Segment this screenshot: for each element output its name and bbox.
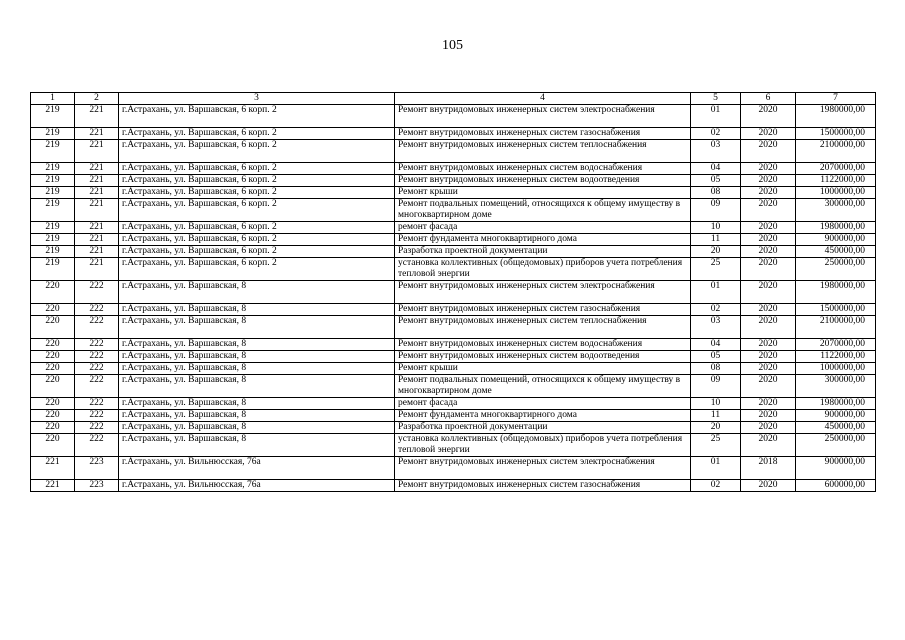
address-cell: г.Астрахань, ул. Варшавская, 6 корп. 2 xyxy=(119,140,395,163)
year-cell: 2020 xyxy=(741,410,796,422)
cost-cell: 1500000,00 xyxy=(796,128,876,140)
work-code-cell: 10 xyxy=(691,398,741,410)
table-row xyxy=(31,351,876,363)
house-number-cell: 222 xyxy=(75,398,119,410)
house-number-cell: 221 xyxy=(75,258,119,281)
cost-cell: 900000,00 xyxy=(796,457,876,480)
cost-cell: 2100000,00 xyxy=(796,316,876,339)
address-cell: г.Астрахань, ул. Варшавская, 8 xyxy=(119,375,395,398)
work-code-cell: 25 xyxy=(691,258,741,281)
table-row xyxy=(31,375,876,398)
table-row xyxy=(31,222,876,234)
work-type-cell: Ремонт внутридомовых инженерных систем газоснабжения xyxy=(395,304,691,316)
table-row xyxy=(31,281,876,304)
row-number-cell: 219 xyxy=(31,234,75,246)
house-number-cell: 222 xyxy=(75,375,119,398)
cost-cell: 1980000,00 xyxy=(796,281,876,304)
work-type-cell: установка коллективных (общедомовых) приборов учета потребления тепловой энергии xyxy=(395,434,691,457)
cost-cell: 1122000,00 xyxy=(796,175,876,187)
work-type-cell: Ремонт внутридомовых инженерных систем водоснабжения xyxy=(395,163,691,175)
address-cell: г.Астрахань, ул. Варшавская, 6 корп. 2 xyxy=(119,175,395,187)
address-cell: г.Астрахань, ул. Варшавская, 6 корп. 2 xyxy=(119,246,395,258)
work-code-cell: 09 xyxy=(691,375,741,398)
row-number-cell: 219 xyxy=(31,175,75,187)
column-header: 1 xyxy=(31,93,75,105)
address-cell: г.Астрахань, ул. Варшавская, 6 корп. 2 xyxy=(119,105,395,128)
work-code-cell: 05 xyxy=(691,351,741,363)
house-number-cell: 221 xyxy=(75,222,119,234)
work-code-cell: 02 xyxy=(691,480,741,492)
table-header xyxy=(31,93,876,105)
house-number-cell: 223 xyxy=(75,480,119,492)
house-number-cell: 222 xyxy=(75,363,119,375)
year-cell: 2020 xyxy=(741,339,796,351)
work-type-cell: Ремонт подвальных помещений, относящихся к общему имуществу в многоквартирном доме xyxy=(395,199,691,222)
cost-cell: 1980000,00 xyxy=(796,222,876,234)
year-cell: 2020 xyxy=(741,304,796,316)
year-cell: 2020 xyxy=(741,187,796,199)
cost-cell: 2100000,00 xyxy=(796,140,876,163)
column-header: 3 xyxy=(119,93,395,105)
work-type-cell: Разработка проектной документации xyxy=(395,246,691,258)
address-cell: г.Астрахань, ул. Варшавская, 6 корп. 2 xyxy=(119,187,395,199)
row-number-cell: 219 xyxy=(31,199,75,222)
address-cell: г.Астрахань, ул. Варшавская, 6 корп. 2 xyxy=(119,128,395,140)
row-number-cell: 220 xyxy=(31,410,75,422)
address-cell: г.Астрахань, ул. Варшавская, 6 корп. 2 xyxy=(119,199,395,222)
year-cell: 2020 xyxy=(741,105,796,128)
work-code-cell: 09 xyxy=(691,199,741,222)
work-type-cell: Ремонт внутридомовых инженерных систем водоснабжения xyxy=(395,339,691,351)
address-cell: г.Астрахань, ул. Варшавская, 8 xyxy=(119,422,395,434)
work-code-cell: 04 xyxy=(691,163,741,175)
work-type-cell: Ремонт внутридомовых инженерных систем теплоснабжения xyxy=(395,316,691,339)
year-cell: 2020 xyxy=(741,140,796,163)
column-header: 4 xyxy=(395,93,691,105)
house-number-cell: 222 xyxy=(75,339,119,351)
work-code-cell: 20 xyxy=(691,422,741,434)
row-number-cell: 221 xyxy=(31,480,75,492)
address-cell: г.Астрахань, ул. Варшавская, 6 корп. 2 xyxy=(119,163,395,175)
year-cell: 2020 xyxy=(741,434,796,457)
address-cell: г.Астрахань, ул. Варшавская, 8 xyxy=(119,351,395,363)
work-type-cell: Ремонт фундамента многоквартирного дома xyxy=(395,410,691,422)
cost-cell: 600000,00 xyxy=(796,480,876,492)
column-header: 5 xyxy=(691,93,741,105)
house-number-cell: 222 xyxy=(75,281,119,304)
work-type-cell: Разработка проектной документации xyxy=(395,422,691,434)
work-code-cell: 04 xyxy=(691,339,741,351)
work-type-cell: установка коллективных (общедомовых) приборов учета потребления тепловой энергии xyxy=(395,258,691,281)
year-cell: 2020 xyxy=(741,163,796,175)
year-cell: 2018 xyxy=(741,457,796,480)
address-cell: г.Астрахань, ул. Вильнюсская, 76а xyxy=(119,457,395,480)
house-number-cell: 221 xyxy=(75,163,119,175)
cost-cell: 2070000,00 xyxy=(796,339,876,351)
table-row xyxy=(31,339,876,351)
cost-cell: 250000,00 xyxy=(796,258,876,281)
table-row xyxy=(31,140,876,163)
repair-schedule-table xyxy=(30,92,876,492)
work-type-cell: Ремонт фундамента многоквартирного дома xyxy=(395,234,691,246)
address-cell: г.Астрахань, ул. Варшавская, 8 xyxy=(119,398,395,410)
address-cell: г.Астрахань, ул. Варшавская, 8 xyxy=(119,281,395,304)
house-number-cell: 222 xyxy=(75,434,119,457)
work-type-cell: Ремонт внутридомовых инженерных систем электроснабжения xyxy=(395,457,691,480)
cost-cell: 1500000,00 xyxy=(796,304,876,316)
table-row xyxy=(31,316,876,339)
address-cell: г.Астрахань, ул. Варшавская, 8 xyxy=(119,434,395,457)
row-number-cell: 219 xyxy=(31,105,75,128)
work-code-cell: 08 xyxy=(691,363,741,375)
table-row xyxy=(31,434,876,457)
work-code-cell: 05 xyxy=(691,175,741,187)
work-code-cell: 20 xyxy=(691,246,741,258)
table-row xyxy=(31,187,876,199)
work-code-cell: 10 xyxy=(691,222,741,234)
house-number-cell: 221 xyxy=(75,128,119,140)
work-code-cell: 03 xyxy=(691,316,741,339)
work-type-cell: Ремонт внутридомовых инженерных систем водоотведения xyxy=(395,351,691,363)
column-header: 2 xyxy=(75,93,119,105)
table-row xyxy=(31,410,876,422)
column-header: 7 xyxy=(796,93,876,105)
cost-cell: 250000,00 xyxy=(796,434,876,457)
work-type-cell: Ремонт внутридомовых инженерных систем газоснабжения xyxy=(395,128,691,140)
table-body xyxy=(31,105,876,492)
cost-cell: 1000000,00 xyxy=(796,363,876,375)
house-number-cell: 222 xyxy=(75,410,119,422)
work-code-cell: 25 xyxy=(691,434,741,457)
address-cell: г.Астрахань, ул. Варшавская, 8 xyxy=(119,410,395,422)
year-cell: 2020 xyxy=(741,363,796,375)
row-number-cell: 221 xyxy=(31,457,75,480)
work-code-cell: 08 xyxy=(691,187,741,199)
cost-cell: 1122000,00 xyxy=(796,351,876,363)
table-row xyxy=(31,128,876,140)
table-row xyxy=(31,105,876,128)
address-cell: г.Астрахань, ул. Варшавская, 6 корп. 2 xyxy=(119,222,395,234)
cost-cell: 300000,00 xyxy=(796,199,876,222)
work-code-cell: 01 xyxy=(691,281,741,304)
year-cell: 2020 xyxy=(741,175,796,187)
work-code-cell: 11 xyxy=(691,410,741,422)
row-number-cell: 219 xyxy=(31,258,75,281)
table-row xyxy=(31,246,876,258)
cost-cell: 450000,00 xyxy=(796,422,876,434)
work-code-cell: 01 xyxy=(691,105,741,128)
address-cell: г.Астрахань, ул. Варшавская, 8 xyxy=(119,304,395,316)
column-header: 6 xyxy=(741,93,796,105)
work-type-cell: Ремонт внутридомовых инженерных систем газоснабжения xyxy=(395,480,691,492)
row-number-cell: 220 xyxy=(31,339,75,351)
table-row xyxy=(31,363,876,375)
work-type-cell: Ремонт внутридомовых инженерных систем электроснабжения xyxy=(395,281,691,304)
year-cell: 2020 xyxy=(741,246,796,258)
house-number-cell: 221 xyxy=(75,199,119,222)
table-row xyxy=(31,175,876,187)
table-row xyxy=(31,163,876,175)
year-cell: 2020 xyxy=(741,199,796,222)
house-number-cell: 221 xyxy=(75,234,119,246)
cost-cell: 1980000,00 xyxy=(796,105,876,128)
house-number-cell: 222 xyxy=(75,422,119,434)
work-type-cell: ремонт фасада xyxy=(395,222,691,234)
year-cell: 2020 xyxy=(741,375,796,398)
cost-cell: 300000,00 xyxy=(796,375,876,398)
work-type-cell: Ремонт внутридомовых инженерных систем электроснабжения xyxy=(395,105,691,128)
work-code-cell: 01 xyxy=(691,457,741,480)
row-number-cell: 220 xyxy=(31,422,75,434)
row-number-cell: 219 xyxy=(31,187,75,199)
row-number-cell: 220 xyxy=(31,351,75,363)
work-code-cell: 02 xyxy=(691,304,741,316)
address-cell: г.Астрахань, ул. Варшавская, 6 корп. 2 xyxy=(119,258,395,281)
year-cell: 2020 xyxy=(741,128,796,140)
house-number-cell: 222 xyxy=(75,304,119,316)
year-cell: 2020 xyxy=(741,234,796,246)
work-code-cell: 02 xyxy=(691,128,741,140)
row-number-cell: 219 xyxy=(31,140,75,163)
row-number-cell: 220 xyxy=(31,398,75,410)
year-cell: 2020 xyxy=(741,351,796,363)
table-row xyxy=(31,199,876,222)
table-row xyxy=(31,398,876,410)
house-number-cell: 221 xyxy=(75,246,119,258)
address-cell: г.Астрахань, ул. Варшавская, 6 корп. 2 xyxy=(119,234,395,246)
house-number-cell: 223 xyxy=(75,457,119,480)
year-cell: 2020 xyxy=(741,480,796,492)
cost-cell: 1000000,00 xyxy=(796,187,876,199)
work-code-cell: 11 xyxy=(691,234,741,246)
house-number-cell: 222 xyxy=(75,351,119,363)
address-cell: г.Астрахань, ул. Варшавская, 8 xyxy=(119,363,395,375)
row-number-cell: 219 xyxy=(31,222,75,234)
header-row xyxy=(31,93,876,105)
cost-cell: 450000,00 xyxy=(796,246,876,258)
table-row xyxy=(31,258,876,281)
row-number-cell: 219 xyxy=(31,128,75,140)
year-cell: 2020 xyxy=(741,222,796,234)
row-number-cell: 219 xyxy=(31,163,75,175)
work-type-cell: Ремонт подвальных помещений, относящихся к общему имуществу в многоквартирном доме xyxy=(395,375,691,398)
address-cell: г.Астрахань, ул. Варшавская, 8 xyxy=(119,316,395,339)
row-number-cell: 220 xyxy=(31,281,75,304)
year-cell: 2020 xyxy=(741,316,796,339)
year-cell: 2020 xyxy=(741,258,796,281)
page-number: 105 xyxy=(442,38,463,53)
cost-cell: 2070000,00 xyxy=(796,163,876,175)
address-cell: г.Астрахань, ул. Варшавская, 8 xyxy=(119,339,395,351)
work-type-cell: Ремонт крыши xyxy=(395,187,691,199)
row-number-cell: 219 xyxy=(31,246,75,258)
table-row xyxy=(31,304,876,316)
table-row xyxy=(31,457,876,480)
work-type-cell: Ремонт внутридомовых инженерных систем водоотведения xyxy=(395,175,691,187)
house-number-cell: 221 xyxy=(75,187,119,199)
row-number-cell: 220 xyxy=(31,375,75,398)
house-number-cell: 222 xyxy=(75,316,119,339)
table-row xyxy=(31,480,876,492)
table-row xyxy=(31,422,876,434)
cost-cell: 1980000,00 xyxy=(796,398,876,410)
row-number-cell: 220 xyxy=(31,363,75,375)
work-type-cell: Ремонт внутридомовых инженерных систем теплоснабжения xyxy=(395,140,691,163)
year-cell: 2020 xyxy=(741,398,796,410)
work-type-cell: Ремонт крыши xyxy=(395,363,691,375)
row-number-cell: 220 xyxy=(31,304,75,316)
cost-cell: 900000,00 xyxy=(796,234,876,246)
address-cell: г.Астрахань, ул. Вильнюсская, 76а xyxy=(119,480,395,492)
row-number-cell: 220 xyxy=(31,316,75,339)
year-cell: 2020 xyxy=(741,281,796,304)
house-number-cell: 221 xyxy=(75,105,119,128)
work-type-cell: ремонт фасада xyxy=(395,398,691,410)
table-row xyxy=(31,234,876,246)
work-code-cell: 03 xyxy=(691,140,741,163)
house-number-cell: 221 xyxy=(75,140,119,163)
year-cell: 2020 xyxy=(741,422,796,434)
row-number-cell: 220 xyxy=(31,434,75,457)
house-number-cell: 221 xyxy=(75,175,119,187)
cost-cell: 900000,00 xyxy=(796,410,876,422)
